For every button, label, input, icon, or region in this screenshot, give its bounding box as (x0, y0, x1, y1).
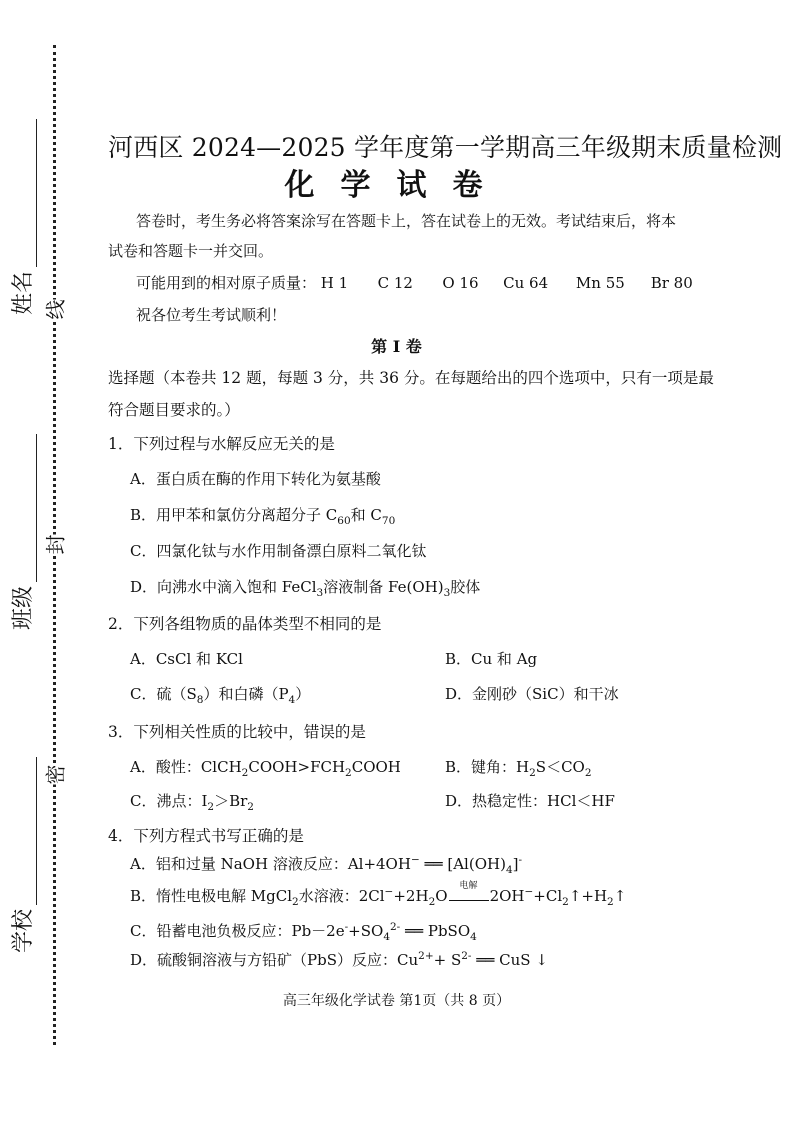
q1-option-c: C．四氯化钛与水作用制备漂白原料二氧化钛 (130, 542, 427, 560)
seal-mi-label: 密 (40, 765, 69, 785)
q1-option-d: D．向沸水中滴入饱和 FeCl$_3$溶液制备 $Fe(OH)_3$胶体 (130, 578, 481, 599)
class-field[interactable] (7, 430, 37, 630)
good-luck-wish: 祝各位考生考试顺利！ (136, 306, 287, 324)
school-field[interactable] (7, 753, 37, 953)
seal-line-label: 线 (40, 300, 69, 320)
electrolysis-condition: 电解 (459, 881, 478, 891)
section-instruction-1: 选择题（本卷共 12 题，每题 3 分，共 36 分。在每题给出的四个选项中，只有一项是最 (108, 369, 714, 387)
class-label: 班级 (11, 585, 36, 630)
school-label: 学校 (11, 908, 36, 953)
name-field[interactable] (7, 115, 37, 315)
exam-title: 河西区 2024—2025 学年度第一学期高三年级期末质量检测 (108, 133, 783, 162)
q4-option-a: A．铝和过量 NaOH 溶液反应：Al+4OH− ══ $[Al(OH)_4]^-$ (130, 854, 523, 876)
atomic-mass-o: O 16 (442, 274, 479, 292)
q4-stem: 4．下列方程式书写正确的是 (108, 827, 304, 845)
page-footer: 高三年级化学试卷 第1页（共 8 页） (282, 993, 511, 1009)
q1-stem: 1．下列过程与水解反应无关的是 (108, 435, 335, 453)
q2-option-b: B．Cu 和 Ag (445, 650, 538, 668)
q4-option-d: D．硫酸铜溶液与方铅矿（PbS）反应：$Cu^{2+}+ S^{2-}$ ══ CuS ↓ (130, 950, 548, 969)
atomic-mass-mn: Mn 55 (575, 274, 625, 292)
q4-option-b: B．惰性电极电解 MgCl$_2$水溶液：$2Cl^-+2H_2O$ 电解 $2OH^-+Cl_2↑+H_2↑$ (130, 885, 626, 908)
q2-stem: 2．下列各组物质的晶体类型不相同的是 (108, 615, 382, 633)
electrolysis-arrow (449, 881, 489, 901)
notice-line-2: 试卷和答题卡一并交回。 (108, 242, 274, 260)
notice-line-1: 答卷时，考生务必将答案涂写在答题卡上，答在试卷上的无效。考试结束后，将本 (136, 212, 677, 230)
atomic-mass-cu: Cu 64 (503, 274, 549, 292)
atomic-mass-c: C 12 (377, 274, 413, 292)
q3-stem: 3．下列相关性质的比较中，错误的是 (108, 723, 366, 741)
section-title: 第 I 卷 (371, 337, 422, 356)
atomic-mass-h: H 1 (320, 274, 349, 292)
atomic-mass-br: Br 80 (650, 274, 693, 292)
q1-option-b: B．用甲苯和氯仿分离超分子 $C_{60}$和 $C_{70}$ (130, 506, 396, 527)
subject-title: 化学试卷 (284, 168, 509, 203)
q3-option-a: A．酸性：$ClCH_2COOH>FCH_2COOH$ (130, 758, 401, 779)
q2-option-d: D．金刚砂（SiC）和干冰 (445, 685, 619, 703)
atomic-mass-label: 可能用到的相对原子质量： (136, 274, 317, 292)
school-blank[interactable] (36, 757, 37, 905)
q4-option-c: C．铅蓄电池负极反应：$Pb-2e^-+SO_4^{2-}$ ══ PbSO$_4$ (130, 921, 477, 943)
q3-option-b: B．键角：$H_2S<CO_2$ (445, 758, 592, 779)
name-label: 姓名 (11, 270, 36, 315)
q3-option-c: C．沸点：$I_2>Br_2$ (130, 792, 254, 813)
q3-option-d: D．热稳定性：HCl＜HF (445, 792, 615, 810)
section-instruction-2: 符合题目要求的。） (108, 401, 240, 419)
atomic-mass-row (136, 272, 693, 293)
q2-option-a: A．CsCl 和 KCl (130, 650, 243, 668)
q2-option-c: C．硫$(S_8)$和白磷$(P_4)$ (130, 685, 311, 706)
class-blank[interactable] (36, 434, 37, 582)
q1-option-a: A．蛋白质在酶的作用下转化为氨基酸 (130, 470, 381, 488)
seal-feng-label: 封 (40, 535, 69, 555)
